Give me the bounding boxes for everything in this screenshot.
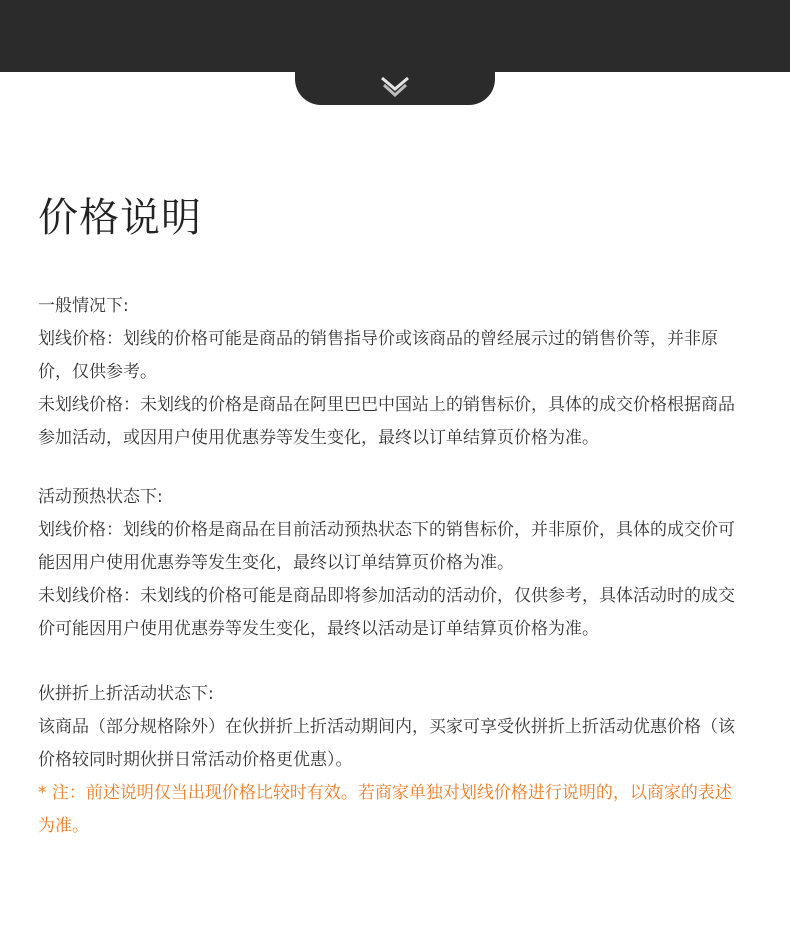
paragraph: 未划线价格：未划线的价格是商品在阿里巴巴中国站上的销售标价，具体的成交价格根据商品参加活动，或因用户使用优惠券等发生变化，最终以订单结算页价格为准。 (38, 395, 735, 448)
section-heading: 一般情况下: (38, 296, 129, 316)
paragraph: 未划线价格：未划线的价格可能是商品即将参加活动的活动价，仅供参考，具体活动时的成交价可能因用户使用优惠券等发生变化，最终以活动是订单结算页价格为准。 (38, 586, 735, 639)
section-group-buy (38, 678, 738, 843)
section-normal (38, 290, 738, 455)
page-title: 价格说明 (38, 195, 202, 241)
paragraph: 划线价格：划线的价格是商品在目前活动预热状态下的销售标价，并非原价，具体的成交价可能因用户使用优惠券等发生变化，最终以订单结算页价格为准。 (38, 520, 735, 573)
paragraph: 该商品（部分规格除外）在伙拼折上折活动期间内，买家可享受伙拼折上折活动优惠价格（该价格较同时期伙拼日常活动价格更优惠）。 (38, 717, 735, 770)
paragraph: 划线价格：划线的价格可能是商品的销售指导价或该商品的曾经展示过的销售价等，并非原价，仅供参考。 (38, 329, 718, 382)
chevron-down-icon[interactable] (380, 76, 410, 98)
section-heading: 活动预热状态下: (38, 487, 163, 507)
price-explanation-content (38, 290, 738, 869)
section-preheat (38, 481, 738, 646)
note-text: * 注：前述说明仅当出现价格比较时有效。若商家单独对划线价格进行说明的，以商家的表述为准。 (38, 783, 732, 836)
section-heading: 伙拼折上折活动状态下: (38, 684, 214, 704)
